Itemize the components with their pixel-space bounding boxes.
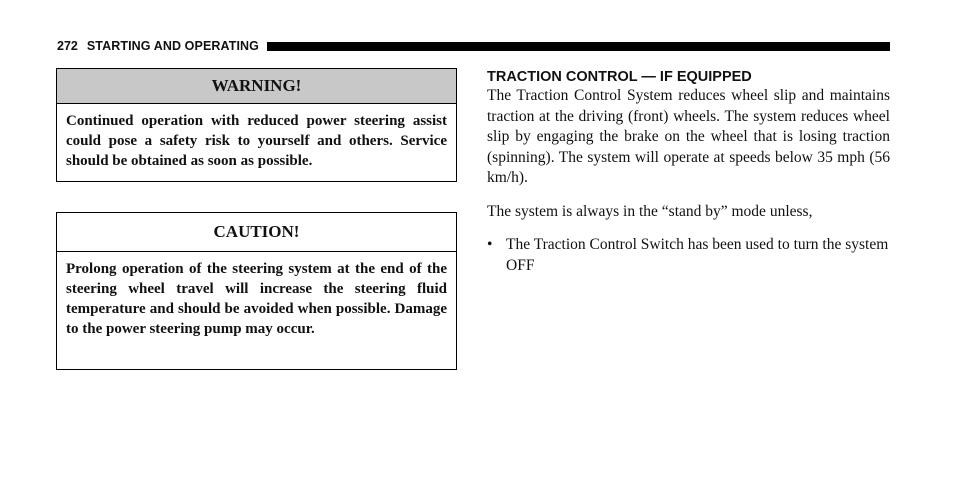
traction-control-section (487, 68, 890, 276)
list-item (487, 235, 890, 276)
header-rule (267, 42, 890, 51)
warning-title: WARNING! (57, 69, 456, 104)
traction-paragraph-2: The system is always in the “stand by” mode unless, (487, 202, 813, 220)
section-title: STARTING AND OPERATING (86, 39, 259, 53)
traction-control-heading: TRACTION CONTROL — IF EQUIPPED (487, 69, 752, 85)
caution-body: Prolong operation of the steering system at the end of the steering wheel travel will increase the steering fluid temperature and should be avoided when possible. Damage to the power steering pump may occur. (66, 261, 447, 337)
bullet-text: The Traction Control Switch has been used to turn the system OFF (506, 236, 889, 274)
page-number: 272 (57, 39, 78, 53)
bullet-marker: • (487, 236, 493, 253)
traction-paragraph-1: The Traction Control System reduces wheel slip and maintains traction at the driving (front) wheels. The system reduces wheel slip by engaging the brake on the wheel that is losing traction (spinning). The system will operate at speeds below 35 mph (56 km/h). (487, 87, 890, 186)
caution-title: CAUTION! (57, 213, 456, 252)
caution-box (56, 212, 457, 370)
warning-body: Continued operation with reduced power steering assist could pose a safety risk to yourself and others. Service should be obtained as soon as possible. (66, 113, 447, 169)
warning-box (56, 68, 457, 182)
page-header (57, 37, 890, 55)
